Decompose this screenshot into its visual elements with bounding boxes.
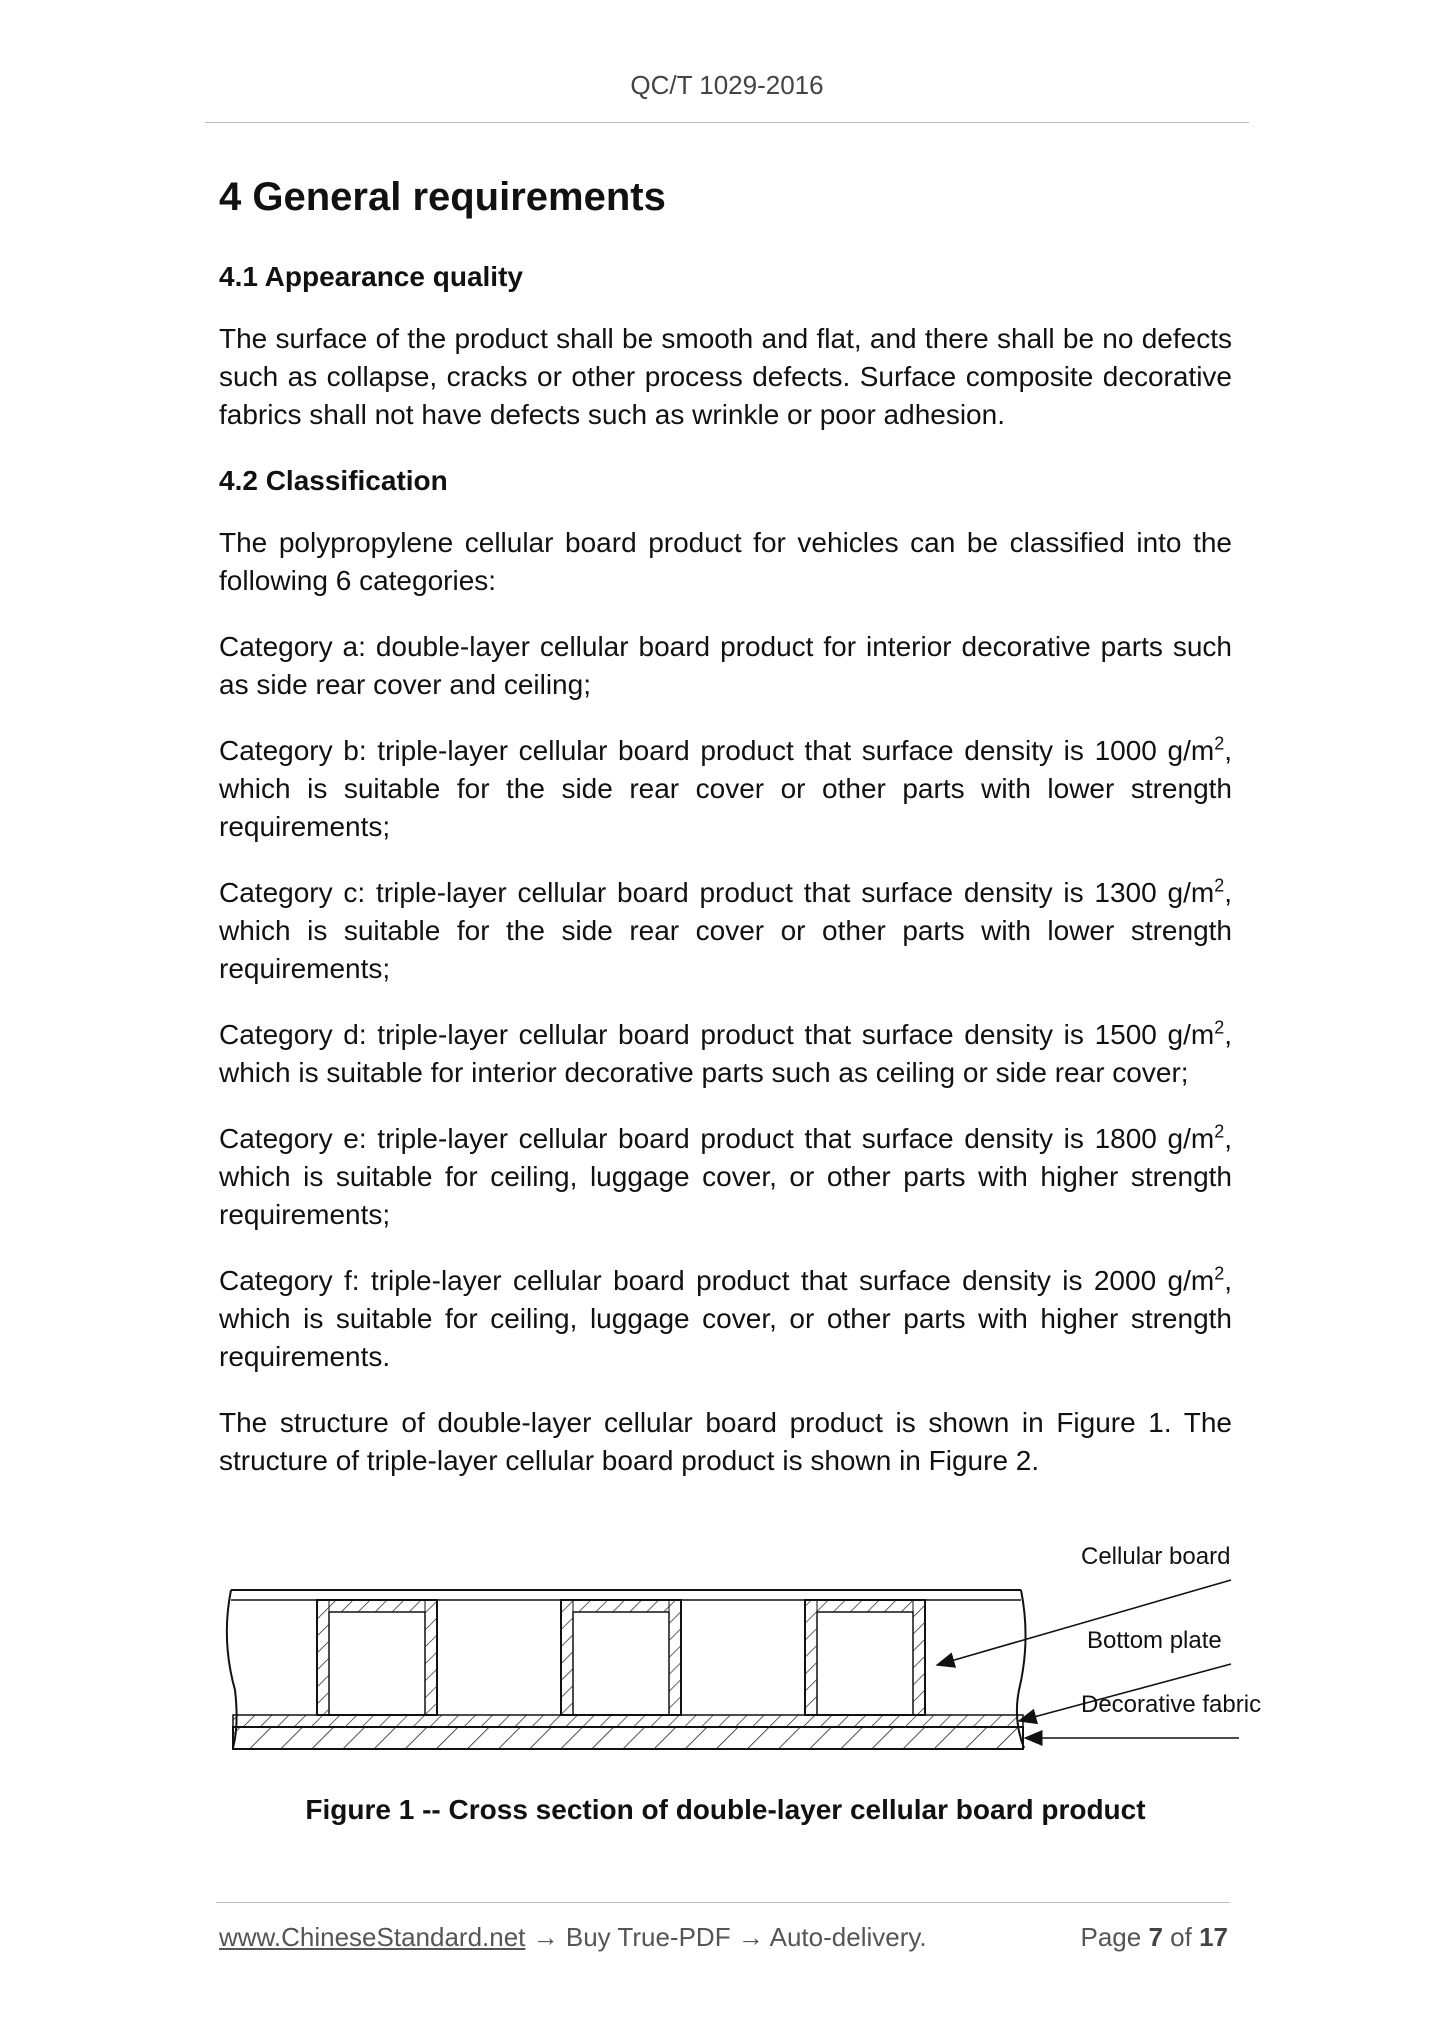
cellular-board-top bbox=[231, 1590, 1021, 1600]
structure-paragraph: The structure of double-layer cellular board product is shown in Figure 1. The structure of triple-layer cellular board product is shown in Figure 2. bbox=[219, 1407, 1232, 1476]
decorative-fabric bbox=[233, 1727, 1023, 1749]
document-header: QC/T 1029-2016 bbox=[630, 70, 824, 100]
arrow-icon: → bbox=[737, 1922, 764, 1952]
subsection-title-classification: 4.2 Classification bbox=[219, 465, 448, 496]
category-e: Category e: triple-layer cellular board product that surface density is 1800 $g/m^2$, which is suitable for ceiling, luggage cover, or other parts with higher strength requirements; bbox=[219, 1121, 1232, 1230]
label-bottom-plate: Bottom plate bbox=[1087, 1627, 1222, 1654]
category-d: Category d: triple-layer cellular board product that surface density is 1500 $g/m^2$, which is suitable for interior decorative parts such as ceiling or side rear cover; bbox=[219, 1017, 1232, 1088]
website-link[interactable]: www.ChineseStandard.net bbox=[219, 1922, 526, 1952]
category-b: Category b: triple-layer cellular board product that surface density is 1000 $g/m^2$, which is suitable for the side rear cover or other parts with lower strength requirements; bbox=[219, 733, 1232, 842]
figure-caption: Figure 1 -- Cross section of double-layer cellular board product bbox=[305, 1794, 1146, 1825]
category-c: Category c: triple-layer cellular board product that surface density is 1300 $g/m^2$, which is suitable for the side rear cover or other parts with lower strength requirements; bbox=[219, 875, 1232, 984]
cell-1 bbox=[317, 1600, 437, 1715]
header-divider bbox=[205, 122, 1249, 123]
label-cellular-board: Cellular board bbox=[1081, 1543, 1231, 1570]
page-number: Page 7 of 17 bbox=[1080, 1922, 1228, 1952]
category-a: Category a: double-layer cellular board product for interior decorative parts such as side rear cover and ceiling; bbox=[219, 631, 1232, 700]
bottom-plate bbox=[233, 1715, 1023, 1727]
category-f: Category f: triple-layer cellular board product that surface density is 2000 $g/m^2$, which is suitable for ceiling, luggage cover, or other parts with higher strength requirements. bbox=[219, 1263, 1232, 1372]
page-footer bbox=[219, 1922, 1232, 1953]
figure-1-cross-section bbox=[219, 1530, 1269, 1760]
buy-text: Buy True-PDF bbox=[565, 1922, 731, 1952]
label-decorative-fabric: Decorative fabric bbox=[1081, 1691, 1262, 1718]
appearance-paragraph: The surface of the product shall be smooth and flat, and there shall be no defects such as collapse, cracks or other process defects. Surface composite decorative fabrics shall not have defects such as wrinkle or poor adhesion. bbox=[219, 323, 1232, 430]
cross-section-diagram bbox=[219, 1530, 1269, 1760]
cell-3 bbox=[805, 1600, 925, 1715]
cell-2 bbox=[561, 1600, 681, 1715]
footer-divider bbox=[216, 1902, 1230, 1903]
page-content bbox=[219, 160, 1232, 1508]
classification-intro: The polypropylene cellular board product for vehicles can be classified into the following 6 categories: bbox=[219, 527, 1232, 596]
subsection-title-appearance: 4.1 Appearance quality bbox=[219, 261, 523, 292]
section-title: 4 General requirements bbox=[219, 175, 666, 219]
delivery-text: Auto-delivery. bbox=[769, 1922, 927, 1952]
arrow-icon: → bbox=[532, 1922, 559, 1952]
